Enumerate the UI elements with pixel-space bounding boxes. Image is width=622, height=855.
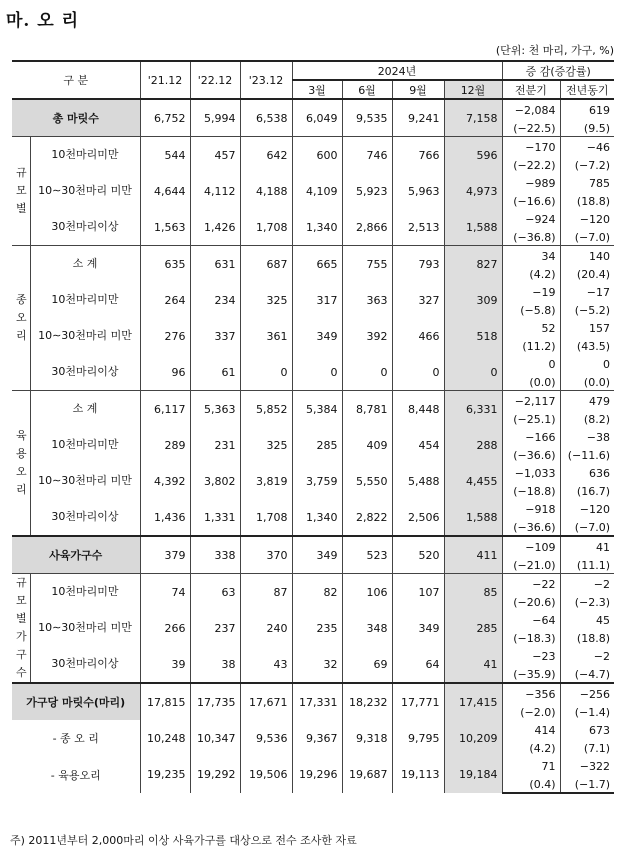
value-cell: 43 xyxy=(240,646,292,683)
value-cell: −2,084 xyxy=(502,99,560,120)
table-row xyxy=(12,536,614,557)
value-cell: 2,513 xyxy=(392,209,444,246)
value-cell: 6,049 xyxy=(292,99,342,137)
value-cell: −924 xyxy=(502,209,560,229)
value-cell: 1,340 xyxy=(292,209,342,246)
value-cell: 9,241 xyxy=(392,99,444,137)
value-cell: 234 xyxy=(190,282,240,318)
value-cell: −23 xyxy=(502,646,560,666)
value-cell: 0 xyxy=(342,354,392,391)
value-cell: 17,735 xyxy=(190,683,240,720)
percent-cell: (−2.0) xyxy=(502,704,560,720)
value-cell: 9,536 xyxy=(240,720,292,756)
percent-cell: (11.1) xyxy=(560,557,614,574)
value-cell: 237 xyxy=(190,610,240,646)
value-cell: 6,752 xyxy=(140,99,190,137)
value-cell: −322 xyxy=(560,756,614,776)
value-cell: 361 xyxy=(240,318,292,354)
table-row xyxy=(12,354,614,374)
row-label: 30천마리이상 xyxy=(30,354,140,391)
value-cell: 285 xyxy=(292,427,342,463)
value-cell: 5,963 xyxy=(392,173,444,209)
row-label: 10천마리미만 xyxy=(30,282,140,318)
percent-cell: (−11.6) xyxy=(560,447,614,463)
percent-cell: (−1.7) xyxy=(560,776,614,793)
percent-cell: (−20.6) xyxy=(502,594,560,610)
value-cell: 7,158 xyxy=(444,99,502,137)
value-cell: 454 xyxy=(392,427,444,463)
value-cell: 635 xyxy=(140,246,190,283)
value-cell: 19,235 xyxy=(140,756,190,793)
table-row xyxy=(12,499,614,519)
value-cell: 17,331 xyxy=(292,683,342,720)
row-label: 10∼30천마리 미만 xyxy=(30,318,140,354)
percent-cell: (−5.8) xyxy=(502,302,560,318)
value-cell: 5,550 xyxy=(342,463,392,499)
header-month-6: 6월 xyxy=(342,80,392,99)
group-label-hh_size: 규모별 가구수 xyxy=(12,574,30,684)
value-cell: −989 xyxy=(502,173,560,193)
value-cell: 64 xyxy=(392,646,444,683)
value-cell: 106 xyxy=(342,574,392,611)
value-cell: 6,117 xyxy=(140,391,190,428)
value-cell: 5,363 xyxy=(190,391,240,428)
row-label: 30천마리이상 xyxy=(51,657,119,670)
value-cell: 19,292 xyxy=(190,756,240,793)
value-cell: 793 xyxy=(392,246,444,283)
table-row xyxy=(12,173,614,193)
duck-statistics-table xyxy=(12,60,614,794)
value-cell: 8,781 xyxy=(342,391,392,428)
table-row xyxy=(12,137,614,158)
percent-cell: (−25.1) xyxy=(502,411,560,427)
value-cell: 231 xyxy=(190,427,240,463)
percent-cell: (0.0) xyxy=(560,374,614,391)
value-cell: 264 xyxy=(140,282,190,318)
value-cell: 5,923 xyxy=(342,173,392,209)
value-cell: 1,708 xyxy=(240,499,292,536)
value-cell: 0 xyxy=(240,354,292,391)
value-cell: 520 xyxy=(392,536,444,574)
value-cell: 457 xyxy=(190,137,240,174)
value-cell: 19,506 xyxy=(240,756,292,793)
header-month-3: 3월 xyxy=(292,80,342,99)
value-cell: 157 xyxy=(560,318,614,338)
value-cell: 349 xyxy=(292,318,342,354)
table-row xyxy=(12,463,614,483)
value-cell: 285 xyxy=(444,610,502,646)
value-cell: 85 xyxy=(444,574,502,611)
value-cell: 414 xyxy=(502,720,560,740)
table-row xyxy=(12,318,614,338)
percent-cell: (−1.4) xyxy=(560,704,614,720)
value-cell: 309 xyxy=(444,282,502,318)
value-cell: 2,866 xyxy=(342,209,392,246)
header-year-2022: '22.12 xyxy=(190,61,240,99)
group-label-size: 규모별 xyxy=(12,137,30,246)
value-cell: 665 xyxy=(292,246,342,283)
value-cell: 69 xyxy=(342,646,392,683)
value-cell: 9,795 xyxy=(392,720,444,756)
value-cell: 19,687 xyxy=(342,756,392,793)
value-cell: 18,232 xyxy=(342,683,392,720)
value-cell: 379 xyxy=(140,536,190,574)
value-cell: 52 xyxy=(502,318,560,338)
value-cell: 9,318 xyxy=(342,720,392,756)
value-cell: 71 xyxy=(502,756,560,776)
value-cell: 4,112 xyxy=(190,173,240,209)
value-cell: 63 xyxy=(190,574,240,611)
percent-cell: (−35.9) xyxy=(502,666,560,683)
percent-cell: (−36.8) xyxy=(502,229,560,246)
row-label: 10∼30천마리 미만 xyxy=(38,184,132,197)
value-cell: 518 xyxy=(444,318,502,354)
value-cell: 600 xyxy=(292,137,342,174)
table-row xyxy=(12,574,614,595)
value-cell: 5,994 xyxy=(190,99,240,137)
value-cell: 2,506 xyxy=(392,499,444,536)
row-label: 사육가구수 xyxy=(12,536,140,574)
value-cell: 1,588 xyxy=(444,209,502,246)
value-cell: −170 xyxy=(502,137,560,158)
value-cell: 596 xyxy=(444,137,502,174)
value-cell: 266 xyxy=(140,610,190,646)
value-cell: −356 xyxy=(502,683,560,704)
value-cell: 631 xyxy=(190,246,240,283)
row-label: 10∼30천마리 미만 xyxy=(30,463,140,499)
percent-cell: (11.2) xyxy=(502,338,560,354)
value-cell: 3,819 xyxy=(240,463,292,499)
percent-cell: (−4.7) xyxy=(560,666,614,683)
value-cell: 34 xyxy=(502,246,560,267)
table-body xyxy=(12,99,614,793)
percent-cell: (−7.2) xyxy=(560,157,614,173)
value-cell: 5,852 xyxy=(240,391,292,428)
header-year-2021: '21.12 xyxy=(140,61,190,99)
value-cell: −120 xyxy=(560,209,614,229)
percent-cell: (−22.2) xyxy=(502,157,560,173)
value-cell: 10,347 xyxy=(190,720,240,756)
table-row xyxy=(12,209,614,229)
row-label: 소 계 xyxy=(30,246,140,283)
value-cell: 41 xyxy=(444,646,502,683)
value-cell: 4,109 xyxy=(292,173,342,209)
value-cell: 87 xyxy=(240,574,292,611)
value-cell: 17,815 xyxy=(140,683,190,720)
percent-cell: (−16.6) xyxy=(502,193,560,209)
percent-cell: (−2.3) xyxy=(560,594,614,610)
percent-cell: (−21.0) xyxy=(502,557,560,574)
value-cell: 3,802 xyxy=(190,463,240,499)
value-cell: 325 xyxy=(240,427,292,463)
percent-cell: (−5.2) xyxy=(560,302,614,318)
table-row xyxy=(12,683,614,704)
table-row xyxy=(12,391,614,412)
value-cell: 466 xyxy=(392,318,444,354)
value-cell: 235 xyxy=(292,610,342,646)
value-cell: −46 xyxy=(560,137,614,158)
value-cell: 827 xyxy=(444,246,502,283)
value-cell: 4,973 xyxy=(444,173,502,209)
value-cell: 370 xyxy=(240,536,292,574)
percent-cell: (0.0) xyxy=(502,374,560,391)
percent-cell: (0.4) xyxy=(502,776,560,793)
value-cell: 363 xyxy=(342,282,392,318)
footnote: 주) 2011년부터 2,000마리 이상 사육가구를 대상으로 전수 조사한 자료 xyxy=(10,834,357,847)
value-cell: 4,455 xyxy=(444,463,502,499)
value-cell: 39 xyxy=(140,646,190,683)
percent-cell: (−36.6) xyxy=(502,519,560,536)
value-cell: 4,392 xyxy=(140,463,190,499)
value-cell: 766 xyxy=(392,137,444,174)
value-cell: 288 xyxy=(444,427,502,463)
value-cell: 0 xyxy=(502,354,560,374)
value-cell: 19,113 xyxy=(392,756,444,793)
value-cell: 687 xyxy=(240,246,292,283)
value-cell: 17,771 xyxy=(392,683,444,720)
value-cell: 755 xyxy=(342,246,392,283)
value-cell: −2 xyxy=(560,574,614,595)
value-cell: −38 xyxy=(560,427,614,447)
value-cell: 45 xyxy=(560,610,614,630)
value-cell: 107 xyxy=(392,574,444,611)
value-cell: 338 xyxy=(190,536,240,574)
header-change-quarter: 전분기 xyxy=(502,80,560,99)
row-label: - 종 오 리 xyxy=(52,732,99,745)
value-cell: 38 xyxy=(190,646,240,683)
table-row xyxy=(12,282,614,302)
value-cell: 9,367 xyxy=(292,720,342,756)
value-cell: 1,436 xyxy=(140,499,190,536)
value-cell: 61 xyxy=(190,354,240,391)
percent-cell: (20.4) xyxy=(560,266,614,282)
value-cell: 8,448 xyxy=(392,391,444,428)
value-cell: −918 xyxy=(502,499,560,519)
row-label: 30천마리이상 xyxy=(51,220,119,233)
percent-cell: (−7.0) xyxy=(560,229,614,246)
value-cell: 411 xyxy=(444,536,502,574)
value-cell: 74 xyxy=(140,574,190,611)
unit-note: (단위: 천 마리, 가구, %) xyxy=(495,44,614,57)
row-label: 소 계 xyxy=(30,391,140,428)
value-cell: 4,644 xyxy=(140,173,190,209)
value-cell: −109 xyxy=(502,536,560,557)
value-cell: 17,671 xyxy=(240,683,292,720)
value-cell: 289 xyxy=(140,427,190,463)
value-cell: 1,331 xyxy=(190,499,240,536)
table-row xyxy=(12,99,614,120)
table-row xyxy=(12,610,614,630)
value-cell: 785 xyxy=(560,173,614,193)
value-cell: 10,248 xyxy=(140,720,190,756)
value-cell: 5,384 xyxy=(292,391,342,428)
value-cell: 642 xyxy=(240,137,292,174)
value-cell: −166 xyxy=(502,427,560,447)
value-cell: 9,535 xyxy=(342,99,392,137)
value-cell: 479 xyxy=(560,391,614,412)
percent-cell: (4.2) xyxy=(502,266,560,282)
group-label-yuk: 육용오리 xyxy=(12,391,30,537)
value-cell: −1,033 xyxy=(502,463,560,483)
percent-cell: (7.1) xyxy=(560,740,614,756)
table-row xyxy=(12,756,614,776)
value-cell: 96 xyxy=(140,354,190,391)
value-cell: 276 xyxy=(140,318,190,354)
header-year-2024: 2024년 xyxy=(292,61,502,80)
value-cell: −19 xyxy=(502,282,560,302)
header-month-9: 9월 xyxy=(392,80,444,99)
value-cell: 3,759 xyxy=(292,463,342,499)
row-label: 가구당 마릿수(마리) xyxy=(12,683,140,720)
value-cell: −2,117 xyxy=(502,391,560,412)
page-title: 마. 오 리 xyxy=(6,11,80,31)
value-cell: 349 xyxy=(392,610,444,646)
value-cell: 392 xyxy=(342,318,392,354)
value-cell: 6,538 xyxy=(240,99,292,137)
table-row xyxy=(12,720,614,740)
value-cell: −256 xyxy=(560,683,614,704)
value-cell: 636 xyxy=(560,463,614,483)
value-cell: 348 xyxy=(342,610,392,646)
value-cell: 349 xyxy=(292,536,342,574)
percent-cell: (9.5) xyxy=(560,120,614,137)
header-change: 증 감(증감률) xyxy=(502,61,614,80)
value-cell: 746 xyxy=(342,137,392,174)
row-label: 10∼30천마리 미만 xyxy=(38,621,132,634)
value-cell: −64 xyxy=(502,610,560,630)
value-cell: 673 xyxy=(560,720,614,740)
row-label: 총 마릿수 xyxy=(12,99,140,137)
value-cell: 240 xyxy=(240,610,292,646)
percent-cell: (18.8) xyxy=(560,630,614,646)
header-month-12: 12월 xyxy=(444,80,502,99)
value-cell: 32 xyxy=(292,646,342,683)
value-cell: 0 xyxy=(392,354,444,391)
percent-cell: (−18.3) xyxy=(502,630,560,646)
percent-cell: (18.8) xyxy=(560,193,614,209)
value-cell: 17,415 xyxy=(444,683,502,720)
row-label: 10천마리미만 xyxy=(30,137,140,174)
value-cell: 544 xyxy=(140,137,190,174)
percent-cell: (4.2) xyxy=(502,740,560,756)
percent-cell: (43.5) xyxy=(560,338,614,354)
value-cell: 19,296 xyxy=(292,756,342,793)
value-cell: −22 xyxy=(502,574,560,595)
table-row xyxy=(12,646,614,666)
value-cell: 1,340 xyxy=(292,499,342,536)
percent-cell: (16.7) xyxy=(560,483,614,499)
value-cell: 1,426 xyxy=(190,209,240,246)
value-cell: 523 xyxy=(342,536,392,574)
value-cell: 10,209 xyxy=(444,720,502,756)
group-label-jong: 종오리 xyxy=(12,246,30,391)
value-cell: 619 xyxy=(560,99,614,120)
value-cell: 140 xyxy=(560,246,614,267)
value-cell: 82 xyxy=(292,574,342,611)
header-category: 구 분 xyxy=(12,61,140,99)
percent-cell: (−7.0) xyxy=(560,519,614,536)
value-cell: −17 xyxy=(560,282,614,302)
header-change-year: 전년동기 xyxy=(560,80,614,99)
percent-cell: (8.2) xyxy=(560,411,614,427)
value-cell: 5,488 xyxy=(392,463,444,499)
value-cell: 6,331 xyxy=(444,391,502,428)
value-cell: 1,563 xyxy=(140,209,190,246)
value-cell: 41 xyxy=(560,536,614,557)
value-cell: 0 xyxy=(292,354,342,391)
value-cell: 317 xyxy=(292,282,342,318)
value-cell: 4,188 xyxy=(240,173,292,209)
value-cell: 327 xyxy=(392,282,444,318)
row-label: 10천마리미만 xyxy=(30,427,140,463)
row-label: - 육용오리 xyxy=(50,768,101,782)
value-cell: 19,184 xyxy=(444,756,502,793)
value-cell: 1,588 xyxy=(444,499,502,536)
row-label: 10천마리미만 xyxy=(30,574,140,611)
value-cell: 325 xyxy=(240,282,292,318)
table-row xyxy=(12,246,614,267)
value-cell: −2 xyxy=(560,646,614,666)
percent-cell: (−36.6) xyxy=(502,447,560,463)
value-cell: 0 xyxy=(444,354,502,391)
row-label: 30천마리이상 xyxy=(30,499,140,536)
table-row xyxy=(12,427,614,447)
value-cell: 2,822 xyxy=(342,499,392,536)
percent-cell: (−18.8) xyxy=(502,483,560,499)
value-cell: 337 xyxy=(190,318,240,354)
value-cell: 1,708 xyxy=(240,209,292,246)
value-cell: 0 xyxy=(560,354,614,374)
header-year-2023: '23.12 xyxy=(240,61,292,99)
value-cell: −120 xyxy=(560,499,614,519)
value-cell: 409 xyxy=(342,427,392,463)
percent-cell: (−22.5) xyxy=(502,120,560,137)
